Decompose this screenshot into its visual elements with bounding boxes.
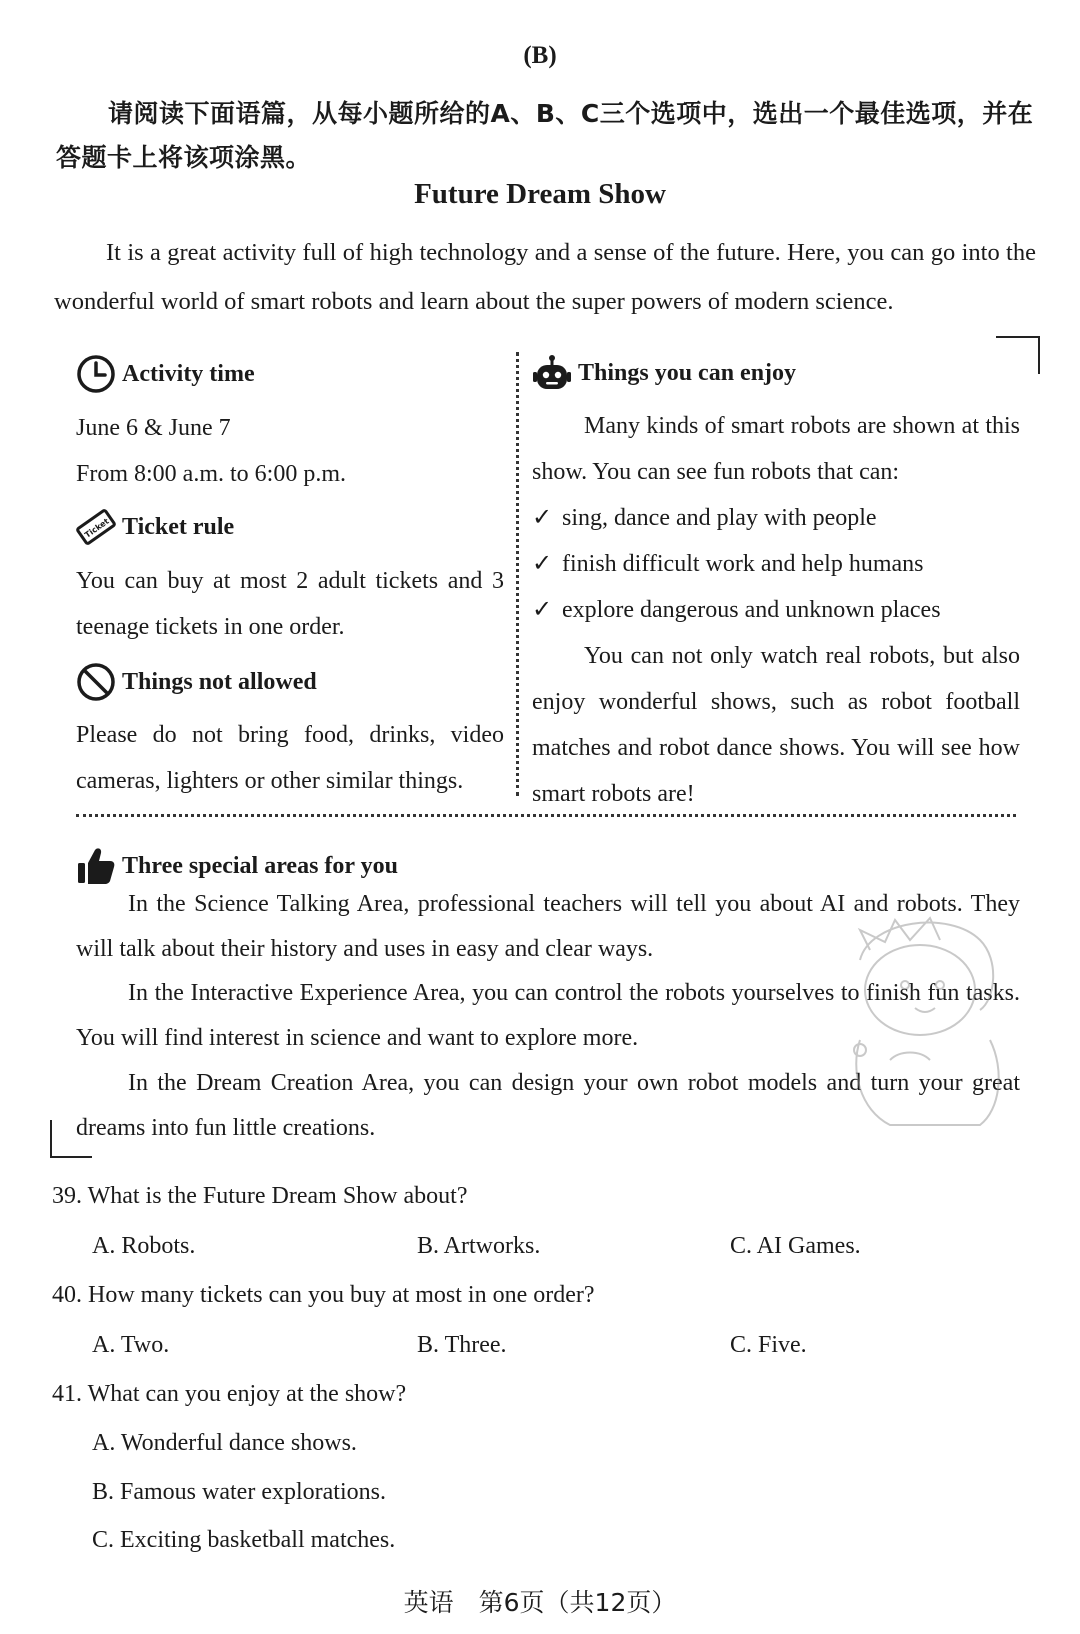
enjoy-item xyxy=(532,495,1020,541)
ticket-rule-text: You can buy at most 2 adult tickets and 3 teenage tickets in one order. xyxy=(76,568,504,640)
enjoy-heading xyxy=(532,354,1020,392)
boy-doodle-illustration xyxy=(800,900,1040,1150)
section-label: (B) xyxy=(523,42,557,69)
robot-icon xyxy=(532,354,572,392)
option-40-c[interactable]: C. Five. xyxy=(730,1332,807,1358)
question-number: 40. xyxy=(52,1282,82,1308)
enjoy-intro: Many kinds of smart robots are shown at this show. You can see fun robots that can: xyxy=(532,413,1020,485)
special-areas-title: Three special areas for you xyxy=(122,852,398,879)
enjoy-item xyxy=(532,587,1020,633)
option-41-a[interactable]: A. Wonderful dance shows. xyxy=(92,1430,357,1456)
prohibited-icon xyxy=(76,662,116,702)
enjoy-title: Things you can enjoy xyxy=(578,359,797,386)
not-allowed-text: Please do not bring food, drinks, video cameras, lighters or other similar things. xyxy=(76,722,504,794)
checkmark-icon: ✓ xyxy=(532,551,553,577)
area-paragraph: In the Science Talking Area, professional teachers will tell you about AI and robots. They will talk about their history and uses in easy and clear ways. xyxy=(76,891,1020,962)
activity-time-title: Activity time xyxy=(122,360,255,387)
passage-title: Future Dream Show xyxy=(414,178,666,210)
question-text: What is the Future Dream Show about? xyxy=(87,1183,468,1209)
activity-hours: From 8:00 a.m. to 6:00 p.m. xyxy=(76,461,346,487)
clock-icon xyxy=(76,354,116,394)
ticket-rule-heading xyxy=(76,507,504,547)
ticket-rule-title: Ticket rule xyxy=(122,513,235,540)
enjoy-closing: You can not only watch real robots, but also enjoy wonderful shows, such as robot football matches and robot dance shows. You will see how smart robots are! xyxy=(532,643,1020,807)
area-paragraph: In the Dream Creation Area, you can design your own robot models and turn your great dreams into fun little creations. xyxy=(76,1069,1020,1141)
question-40 xyxy=(52,1282,595,1309)
option-41-b[interactable]: B. Famous water explorations. xyxy=(92,1479,386,1505)
activity-time-heading xyxy=(76,354,504,394)
question-number: 41. xyxy=(52,1381,82,1407)
enjoy-item-text: explore dangerous and unknown places xyxy=(562,597,941,623)
not-allowed-title: Things not allowed xyxy=(122,668,317,695)
intro-paragraph: It is a great activity full of high technology and a sense of the future. Here, you can go into the wonderful world of smart robots and learn about the super powers of modern science. xyxy=(54,239,1036,315)
option-41-c[interactable]: C. Exciting basketball matches. xyxy=(92,1527,396,1553)
area-paragraph: In the Interactive Experience Area, you can control the robots yourselves to finish fun tasks. You will find interest in science and want to explore more. xyxy=(76,980,1020,1052)
option-40-b[interactable]: B. Three. xyxy=(417,1332,507,1358)
option-39-a[interactable]: A. Robots. xyxy=(92,1233,196,1259)
question-39 xyxy=(52,1183,468,1210)
enjoy-item-text: sing, dance and play with people xyxy=(562,505,877,531)
question-text: What can you enjoy at the show? xyxy=(87,1381,407,1407)
ticket-icon-label: Ticket xyxy=(83,516,111,540)
question-41 xyxy=(52,1381,406,1408)
enjoy-item xyxy=(532,541,1020,587)
page-footer: 英语 第6页（共12页） xyxy=(403,1588,677,1617)
question-number: 39. xyxy=(52,1183,82,1209)
checkmark-icon: ✓ xyxy=(532,505,553,531)
instructions: 请阅读下面语篇，从每小题所给的A、B、C三个选项中，选出一个最佳选项，并在答题卡上将该项涂黑。 xyxy=(56,99,1034,172)
ticket-icon xyxy=(76,507,116,547)
option-39-c[interactable]: C. AI Games. xyxy=(730,1233,861,1259)
column-divider xyxy=(516,352,519,796)
activity-dates: June 6 & June 7 xyxy=(76,415,231,441)
thumbs-up-icon xyxy=(76,846,116,886)
not-allowed-heading xyxy=(76,662,504,702)
option-40-a[interactable]: A. Two. xyxy=(92,1332,170,1358)
checkmark-icon: ✓ xyxy=(532,597,553,623)
special-areas-heading xyxy=(76,846,976,886)
enjoy-item-text: finish difficult work and help humans xyxy=(562,551,924,577)
question-text: How many tickets can you buy at most in one order? xyxy=(88,1282,595,1308)
option-39-b[interactable]: B. Artworks. xyxy=(417,1233,541,1259)
